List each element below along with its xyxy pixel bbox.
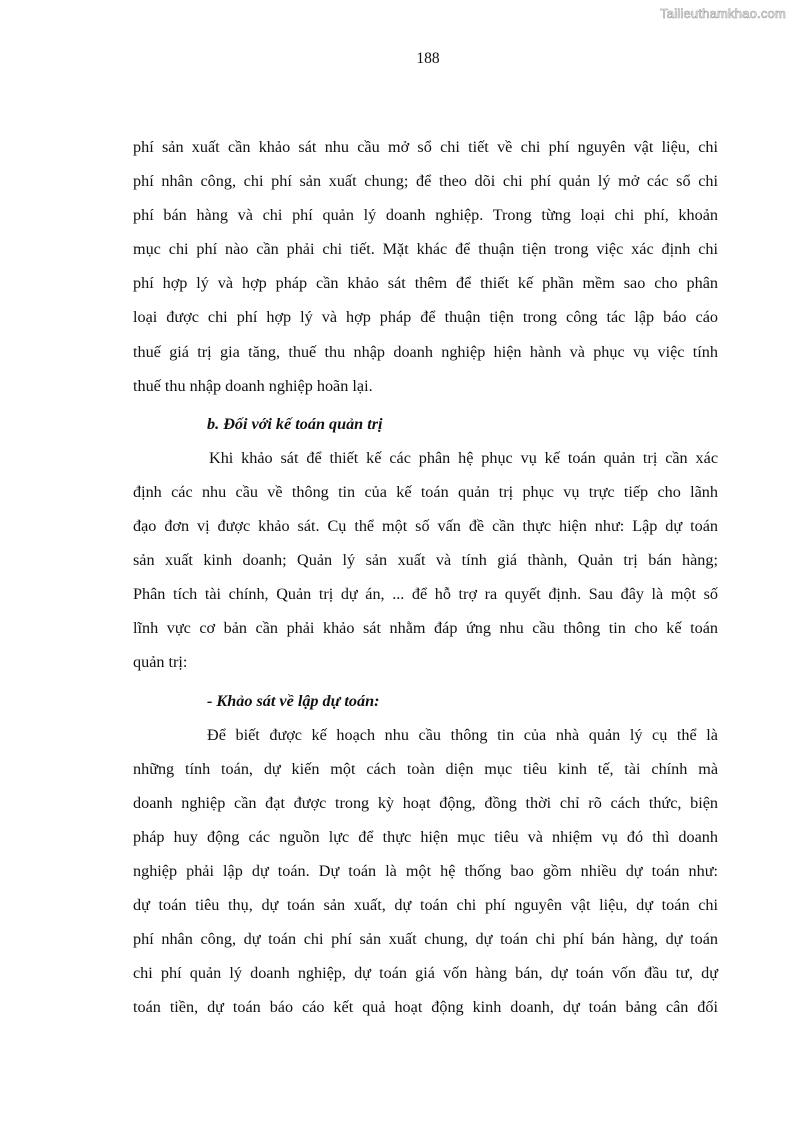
text-line: phí bán hàng và chi phí quản lý doanh nghiệp. Trong từng loại chi phí, khoản [133,206,718,225]
text-line: toán tiền, dự toán báo cáo kết quả hoạt động kinh doanh, dự toán bảng cân đối [133,998,718,1017]
text-line: mục chi phí nào cần phải chi tiết. Mặt khác để thuận tiện trong việc xác định chi [133,240,718,259]
section-heading-management-accounting: b. Đối với kế toán quản trị [207,414,383,433]
text-line: Phân tích tài chính, Quản trị dự án, ... để hỗ trợ ra quyết định. Sau đây là một số [133,585,718,604]
text-line: Khi khảo sát để thiết kế các phân hệ phục vụ kế toán quản trị cần xác [209,448,718,467]
text-line: nghiệp phải lập dự toán. Dự toán là một hệ thống bao gồm nhiều dự toán như: [133,861,718,880]
text-line: đạo đơn vị được khảo sát. Cụ thể một số vấn đề cần thực hiện như: Lập dự toán [133,517,718,536]
text-line: sản xuất kinh doanh; Quản lý sản xuất và tính giá thành, Quản trị bán hàng; [133,551,718,570]
text-line: định các nhu cầu về thông tin của kế toán quản trị phục vụ trực tiếp cho lãnh [133,482,718,501]
text-line: những tính toán, dự kiến một cách toàn diện mục tiêu kinh tế, tài chính mà [133,759,718,778]
paragraph-budgeting [133,718,718,1025]
text-line: phí nhân công, chi phí sản xuất chung; để theo dõi chi phí quản lý mở các sổ chi [133,172,718,191]
text-line: phí nhân công, dự toán chi phí sản xuất chung, dự toán chi phí bán hàng, dự toán [133,930,718,949]
text-line: pháp huy động các nguồn lực để thực hiện mục tiêu và nhiệm vụ đó thì doanh [133,827,718,846]
text-line: phí sản xuất cần khảo sát nhu cầu mở sổ chi tiết về chi phí nguyên vật liệu, chi [133,138,718,156]
text-line: phí hợp lý và hợp pháp cần khảo sát thêm để thiết kế phần mềm sao cho phân [133,274,718,293]
text-line: lĩnh vực cơ bản cần phải khảo sát nhằm đáp ứng nhu cầu thông tin cho kế toán [133,619,718,638]
watermark-text: Tailieuthamkhao.com [660,6,786,21]
text-line: dự toán tiêu thụ, dự toán sản xuất, dự toán chi phí nguyên vật liệu, dự toán chi [133,896,718,915]
page-number: 188 [416,50,440,67]
paragraph-management-accounting [133,441,718,680]
text-line: doanh nghiệp cần đạt được trong kỳ hoạt động, đồng thời chỉ rõ cách thức, biện [133,793,718,812]
text-line: loại được chi phí hợp lý và hợp pháp để thuận tiện trong công tác lập báo cáo [133,308,718,327]
text-line: Để biết được kế hoạch nhu cầu thông tin của nhà quản lý cụ thể là [207,725,718,744]
paragraph-costs [133,130,718,403]
text-line: thuế thu nhập doanh nghiệp hoãn lại. [133,376,373,395]
text-line: chi phí quản lý doanh nghiệp, dự toán giá vốn hàng bán, dự toán vốn đầu tư, dự [133,964,718,983]
page-body [133,130,718,1024]
section-heading-budgeting: - Khảo sát về lập dự toán: [207,691,380,710]
text-line: quản trị: [133,653,188,672]
text-line: thuế giá trị gia tăng, thuế thu nhập doanh nghiệp hiện hành và phục vụ việc tính [133,342,718,361]
